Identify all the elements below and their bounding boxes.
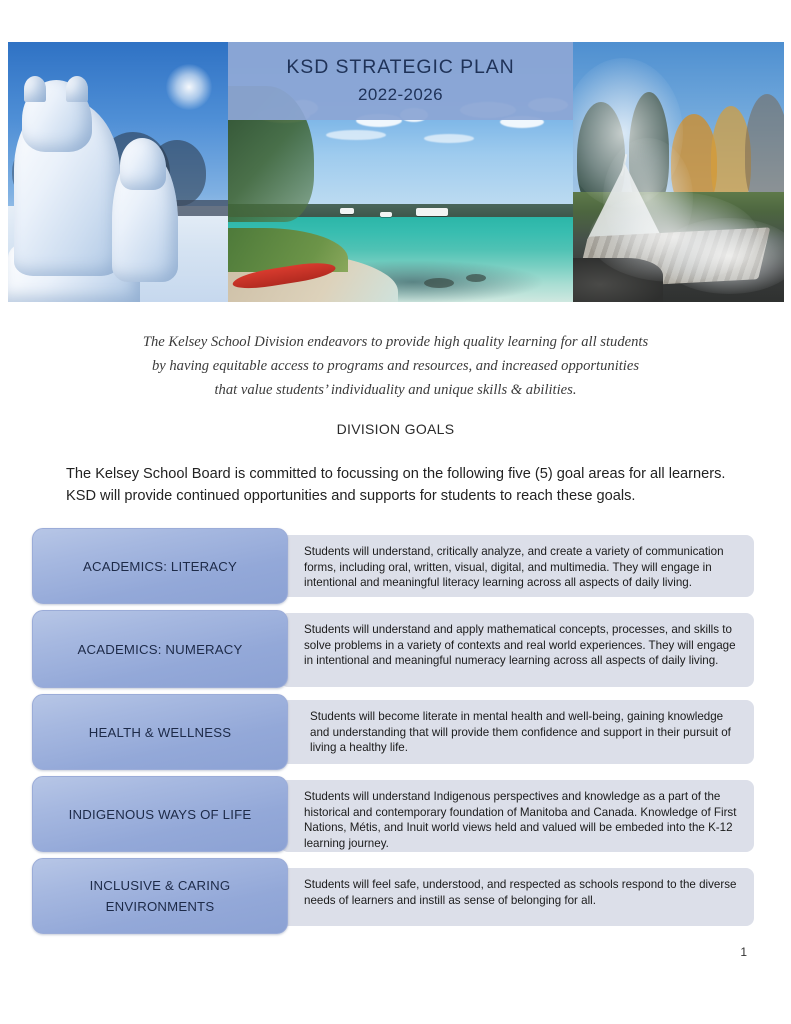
goals-list [32,528,754,940]
goal-description-inclusive-caring-environments: Students will feel safe, understood, and respected as schools respond to the diverse needs of learners and instill as sense of belonging for all. [280,868,754,926]
boat [340,208,354,214]
goal-label-health-wellness[interactable]: HEALTH & WELLNESS [32,694,288,770]
goal-row [32,694,754,770]
snow-sculpture-ear [66,76,88,102]
page-title: KSD STRATEGIC PLAN [286,56,515,79]
goal-row [32,528,754,604]
header-banner [8,42,784,302]
sun-glow [166,64,212,110]
goal-description-academics-numeracy: Students will understand and apply mathematical concepts, processes, and skills to solve problems in a variety of contexts and real world experiences. They will engage in intentional and meaningful numeracy learning across all aspects of daily living. [280,613,754,687]
page-number: 1 [740,945,747,959]
goal-description-health-wellness: Students will become literate in mental health and well-being, gaining knowledge and understanding that will provide them confidence and support in their pursuit of living a healthy life. [280,700,754,764]
goal-row [32,610,754,688]
cloud [424,134,474,143]
mission-line: The Kelsey School Division endeavors to provide high quality learning for all students [142,334,649,350]
division-goals-heading: DIVISION GOALS [336,421,455,437]
goal-label-academics-numeracy[interactable]: ACADEMICS: NUMERACY [32,610,288,688]
snow-sculpture-photo [8,42,228,302]
goal-description-indigenous-ways-of-life: Students will understand Indigenous perspectives and knowledge as a part of the historical and contemporary foundation of Manitoba and Canada. Knowledge of First Nations, Métis, and Inuit world views held and valued will be embeded into the K-12 learning journey. [280,780,754,852]
rock [424,278,454,288]
goal-row [32,776,754,852]
mission-line: by having equitable access to programs and resources, and increased opportunities [151,358,640,374]
cloud [326,130,386,140]
goal-description-academics-literacy: Students will understand, critically analyze, and create a variety of communication forms, including oral, written, visual, digital, and multimedia. They will engage in intentional and meaningful literacy learning across all aspects of daily living. [280,535,754,597]
teepee-smoke-photo [573,42,784,302]
goal-row [32,858,754,934]
goal-label-inclusive-caring-environments[interactable]: INCLUSIVE & CARING ENVIRONMENTS [32,858,288,934]
snow-sculpture-ear [24,76,46,102]
rock [466,274,486,282]
division-goals-intro: The Kelsey School Board is committed to focussing on the following five (5) goal areas for all learners. KSD will provide continued opportunities and supports for students to reach these goals. [66,466,726,504]
goal-label-indigenous-ways-of-life[interactable]: INDIGENOUS WAYS OF LIFE [32,776,288,852]
mission-statement [0,330,791,402]
boat [380,212,392,217]
page-title-years: 2022-2026 [358,84,443,104]
document-title-band [228,42,573,120]
boat [416,208,448,216]
goal-label-academics-literacy[interactable]: ACADEMICS: LITERACY [32,528,288,604]
mission-line: that value students’ individuality and unique skills & abilities. [214,382,577,398]
